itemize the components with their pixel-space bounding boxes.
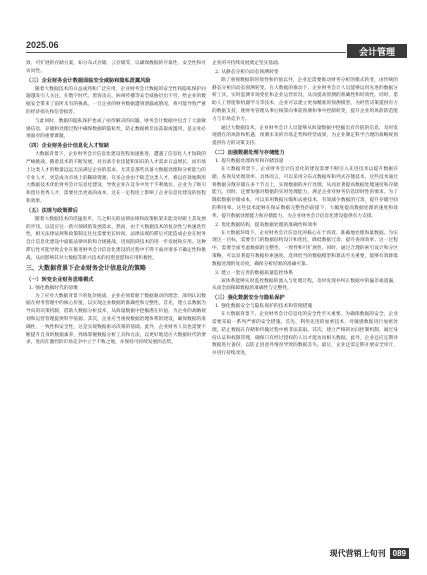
right-item-heading: 2. 从静态分析向动态预测转变 [215,69,279,75]
left-paragraph: 大数据背景下，企业财务会计信息化建设进程加速推进，遭遇了信息化人才短缺的严峻挑战。随着技术的不断发展，对具备专业技能和知识的人才需求日益增长，而市场上这类人才的数量远远无法满足企业的需求。尤其是那些具备大数据处理和分析能力的专业人才，更是成为市场上的稀缺资源。许多企业由于缺乏这类人才，难以有效地利用大数据技术优化财务会计信息化建设，导致企业在竞争中处于不利地位。企业为了吸引和留住优秀人才，需要付出更高的成本，这在一定程度上影响了企业信息化建设的进程和效果。 [26,152,206,204]
left-item-heading: 1. 强化数据时代的思维 [29,285,79,291]
left-subheading: （四）企业财务会计信息化人才短缺 [26,143,110,150]
page-footer [330,548,409,559]
left-paragraph: 与此同时，数据的隐私保护也成了亟待解决的问题。财务会计数据中包含了大量敏感信息，存储和处理过程中确保数据的隐私性，防止数据被非法获取或滥用，是企业必须面对的重要课题。 [26,118,206,140]
right-paragraph: 通过大数据技术，企业财务会计人员能够从海量数据中挖掘出有价值的信息，及时发现潜在的风险和机遇，预测未来的市场走势和经营成果，为企业制定科学合理的战略规划提供有力的决策支持。 [212,125,398,147]
right-column [212,60,398,536]
right-paragraph: 在大数据背景下，企业财务会计信息化的建设需要不断引入先进技术以提升数据存储、查询及处理效率。具体而言，可以采用分布式数据库和列式存储技术，这些技术通过将数据分散存储在多个节点上，实现数据的并行处理，从而显著提高数据处理速度和存储能力。同时，还要加强对数据的实时处理能力，满足企业对财务信息即时性的要求。为了降低数据存储成本，可以采用数据压缩和去重技术，有效减少数据的冗余，提升存储空间的利用率。这些技术能够在保证数据完整性的前提下，大幅度提高数据处理的速度和效率，提升数据处理能力和存储能力，为企业财务会计信息化建设提供有力支撑。 [212,166,398,219]
right-paragraph: 该体系能够实时监控数据的流入与处理过程，及时发现并纠正数据中的偏差或遗漏，从而全面保障数据的准确性与完整性。 [212,278,398,292]
left-section-heading: 三、大数据背景下企业财务会计信息化的策略 [26,265,147,272]
journal-name: 现代营销上旬刊 [329,549,386,558]
right-item-heading: 1. 强化数据安全与隐私保护的技术和管理措施 [215,304,313,310]
left-paragraph: 效、可扩展的存储方案，如分布式存储、云存储等，以确保数据的可靠性、安全性和可访问性。 [26,61,206,74]
left-column [26,60,206,536]
header-rule [26,52,346,53]
right-subheading: （三）强化数据安全与隐私保护 [212,295,285,302]
left-paragraph: 为了应对大数据背景下的复杂挑战，企业必须着眼于数据驱动的理念，深刻认识数据在财务管理中的核心价值，以实现企业数据的准确性和完整性。首先，建立以数据为导向的决策机制，借助大数据分析技术，从海量数据中挖掘潜在价值，为企业的战略规划和运营管理提供科学依据。其次，企业应当重视数据治理体系的建设，确保数据的准确性、一致性和安全性，这是实现数据驱动决策的基础。此外，企业财务人员也需要不断提升自身的数据素养，熟练掌握数据分析工具和方法，以更好地适应大数据时代的要求，进而在激烈的市场竞争中立于不败之地，并保持可持续发展的态势。 [26,293,206,346]
right-item-heading: 2. 优化数据结构，提高数据处理的准确性和效率 [215,222,318,228]
issue-date: 2025.06 [26,40,59,50]
right-paragraph: 除了重视数据的时效性和价值以外，企业还需要推动财务分析的模式转变，由传统的静态分析向动态预测转变。在大数据的推动下，企业财务会计人员能够运用先进的数据分析工具，实时监测市场变化和企业运营状况，从而提高预测的准确性和时效性。同时，借助人工智能和机器学习等技术，企业可以建立更加精准的预测模型，为经营决策提供有力的数据支持，使财务管理从事后核算向事前预测和事中控制转变，提升企业的风险防范能力与市场竞争力。 [212,77,398,122]
left-subheading: （三）企业财务会计数据面临安全威胁和隐私泄露风险 [26,77,151,84]
left-paragraph: 随着大数据技术的迅猛进步，与之相关的法律法规和政策框架未能及时跟上其发展的步伐，以适应这一新兴领域的发展需求。然而，由于大数据技术的复杂性与快速迭代性，相关法律法规和政策制定往往需要更长时间。法律法规的滞后可能造成企业在财务会计信息化建设中面临法律风险和合规挑战，进而阻碍技术的进一步发展和应用。这种滞后性可能导致企业在推进财务会计信息化建设的过程中不得不面对诸多不确定性和挑战，从而影响其对大数据等新兴技术的投资意愿和应用积极性。 [26,216,206,261]
left-subheading: （一）转变企业财务思维模式 [26,276,94,283]
left-subheading: （五）法规与政策滞后 [26,207,78,214]
section-label: 会计管理 [347,44,407,58]
page-number: 089 [390,548,409,559]
left-paragraph: 随着大数据技术的日益成熟和广泛应用，企业财务会计数据的安全性和隐私保护问题越发引人关注。在数字时代，黑客攻击、病毒传播等安全威胁层出不穷，给企业的数据安全带来了前所未有的挑战。一旦企业的财务数据遭到泄露或篡改，将可能导致严重的经济损失和信誉损害。 [26,86,206,115]
right-paragraph: 企业的可持续发展奠定坚实基础。 [212,61,283,66]
right-item-heading: 3. 建立一套完善的数据质量监控体系 [215,270,294,276]
right-paragraph: 在大数据背景下，企业财务会计信息化的安全性至关重要。为确保数据的安全，企业需要采取一系列严密的安全措施。首先，利用先进的加密技术，对敏感数据进行加密处理，防止数据在存储和传输过程中被非法获取。其次，建立严格的访问控制机制，通过身份认证和权限管理，确保只有经过授权的人员才能访问相关数据。此外，企业还应定期对数据进行备份，以防止因意外情况导致的数据丢失。最后，企业还需定期开展安全审计，并进行持续改进。 [212,312,398,357]
right-subheading: （二）加强数据处理与存储能力 [212,149,285,156]
right-paragraph: 在大数据环境下，企业财务会计信息化的核心在于高效、准确地处理海量数据。为实现这一目标，需要专门的数据结构设计和优化，降低数据冗余、提升查询效率。这一过程中，需要全面考虑数据的完整性、一致性和可扩展性。同时，通过合理的索引设计和分区策略，可以显著提升数据检索速度。选择恰当的数据模型和算法至关重要，能够有效降低数据处理的复杂度，确保分析结果的准确可靠。 [212,230,398,267]
right-item-heading: 1. 提升数据处理效率和存储容量 [215,158,284,164]
